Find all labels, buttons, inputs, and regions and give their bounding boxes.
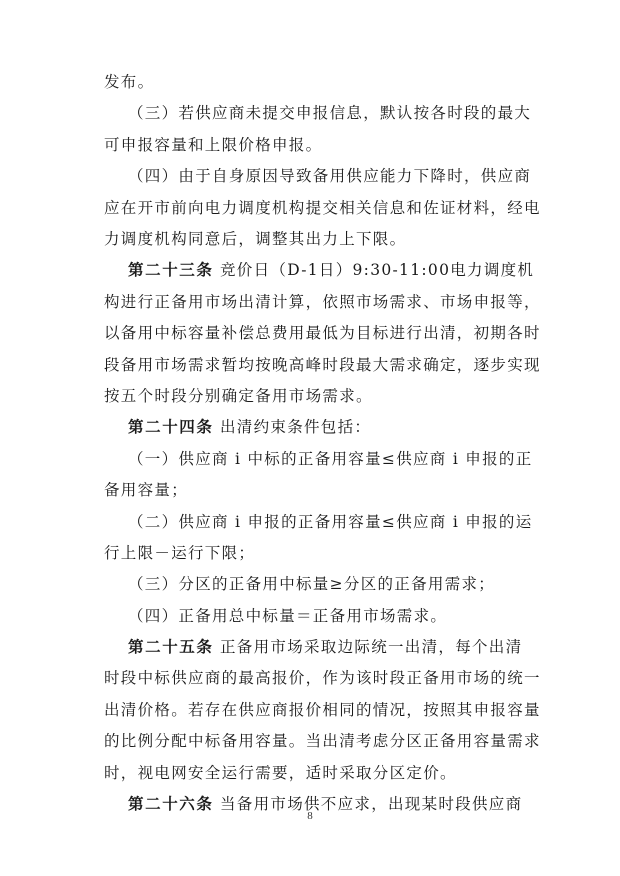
paragraph-line <box>0 194 620 222</box>
paragraph-line <box>0 131 620 159</box>
paragraph-line <box>0 445 620 473</box>
paragraph-line <box>0 225 620 253</box>
paragraph-line <box>0 351 620 379</box>
line-text: （一）供应商 i 中标的正备用容量≤供应商 i 申报的正 <box>128 449 533 468</box>
line-text: 以备用中标容量补偿总费用最低为目标进行出清，初期各时 <box>104 324 541 343</box>
paragraph-line <box>0 68 620 96</box>
line-text: 段备用市场需求暂均按晚高峰时段最大需求确定，逐步实现 <box>104 355 541 374</box>
line-text: 的比例分配中标备用容量。当出清考虑分区正备用容量需求 <box>104 732 541 751</box>
paragraph-line <box>0 633 620 661</box>
paragraph-line <box>0 664 620 692</box>
line-text: （三）分区的正备用中标量≥分区的正备用需求； <box>128 575 496 594</box>
line-text: 行上限－运行下限； <box>104 543 256 562</box>
paragraph-line <box>0 727 620 755</box>
paragraph-line <box>0 319 620 347</box>
line-text: 时，视电网安全运行需要，适时采取分区定价。 <box>104 763 457 782</box>
paragraph-line <box>0 508 620 536</box>
page-number: 8 <box>307 810 313 822</box>
line-text: （四）由于自身原因导致备用供应能力下降时，供应商 <box>128 167 532 186</box>
paragraph-line <box>0 99 620 127</box>
paragraph-line <box>0 288 620 316</box>
line-text: 构进行正备用市场出清计算，依照市场需求、市场申报等， <box>104 292 541 311</box>
line-text: 竞价日（D-1日）9:30-11:00电力调度机 <box>220 261 535 280</box>
paragraph-line <box>0 476 620 504</box>
paragraph-line <box>0 570 620 598</box>
line-text: 按五个时段分别确定备用市场需求。 <box>104 386 373 405</box>
line-text: 应在开市前向电力调度机构提交相关信息和佐证材料，经电 <box>104 198 541 217</box>
paragraph-line <box>0 696 620 724</box>
line-text: 时段中标供应商的最高报价，作为该时段正备用市场的统一 <box>104 669 541 688</box>
paragraph-line <box>0 759 620 787</box>
line-text: 出清约束条件包括： <box>220 418 372 437</box>
paragraph-line <box>0 413 620 441</box>
line-text: 备用容量； <box>104 481 189 500</box>
line-text: 可申报容量和上限价格申报。 <box>104 135 323 154</box>
line-text: 当备用市场供不应求，出现某时段供应商 <box>220 795 523 813</box>
line-text: 出清价格。若存在供应商报价相同的情况，按照其申报容量 <box>104 700 541 719</box>
line-text: （三）若供应商未提交申报信息，默认按各时段的最大 <box>128 104 532 123</box>
article-label: 第二十四条 <box>128 417 214 437</box>
paragraph-line <box>0 162 620 190</box>
line-text: 正备用市场采取边际统一出清，每个出清 <box>220 638 523 656</box>
article-label: 第二十五条 <box>128 637 214 656</box>
line-text: （二）供应商 i 申报的正备用容量≤供应商 i 申报的运 <box>128 512 533 531</box>
article-label: 第二十六条 <box>128 794 214 813</box>
line-text: （四）正备用总中标量＝正备用市场需求。 <box>128 606 448 625</box>
paragraph-line <box>0 539 620 567</box>
line-text: 力调度机构同意后，调整其出力上下限。 <box>104 230 407 248</box>
line-text: 发布。 <box>104 73 155 91</box>
paragraph-line <box>0 256 620 284</box>
article-label: 第二十三条 <box>128 260 214 280</box>
paragraph-line <box>0 382 620 410</box>
paragraph-line <box>0 602 620 630</box>
